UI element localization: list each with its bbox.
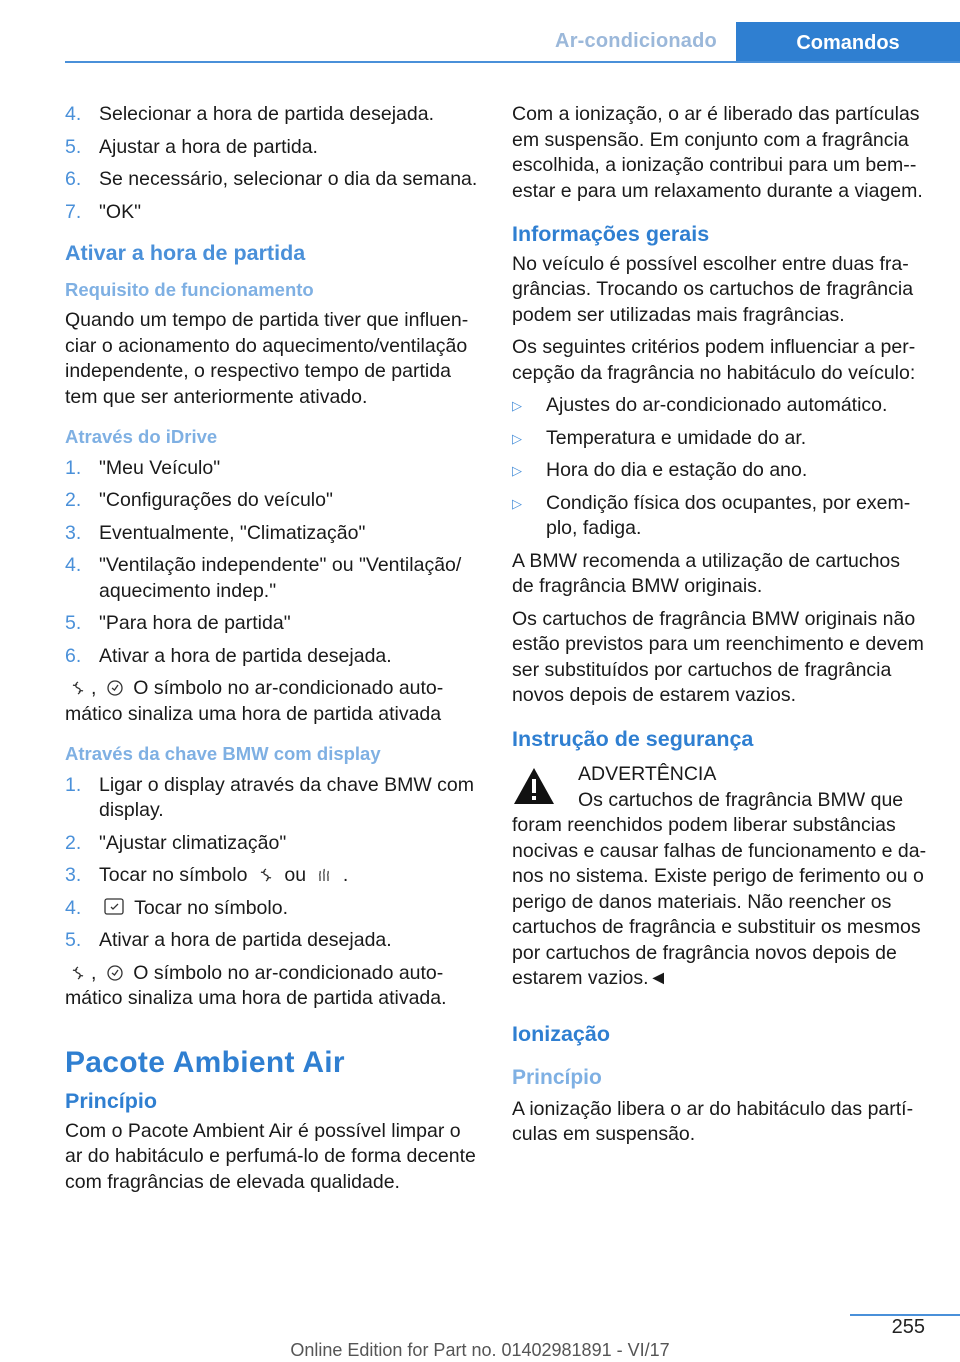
heating-icon bbox=[315, 866, 333, 884]
heading-principio-2: Princípio bbox=[512, 1066, 602, 1089]
list-item: ▷ Temperatura e umidade do ar. bbox=[512, 426, 927, 452]
paragraph-bmw-1: A BMW recomenda a utilização de cartuchos de fragrância BMW originais. bbox=[512, 549, 901, 597]
paragraph-bmw-2: Os cartuchos de fragrância BMW originais não estão previstos para um reenchimento e devem ser substituídos por cartuchos de fragrância novos depois de estarem vazios. bbox=[512, 607, 924, 706]
warning-triangle-icon bbox=[512, 766, 556, 806]
steps-top bbox=[65, 102, 480, 225]
paragraph-principio-2: A ionização libera o ar do habitáculo das partículas em suspensão. bbox=[512, 1097, 914, 1145]
list-item: 6. Ativar a hora de partida desejada. bbox=[65, 644, 392, 667]
symbol-note-2: , O símbolo no ar-condicionado automático sinaliza uma hora de partida ativada. bbox=[65, 961, 447, 1009]
heading-principio: Princípio bbox=[65, 1089, 157, 1113]
list-item: 3. Tocar no símbolo ou . bbox=[65, 864, 349, 886]
bullet-triangle-icon: ▷ bbox=[512, 430, 522, 446]
heading-ionizacao: Ionização bbox=[512, 1021, 610, 1046]
heading-seguranca: Instrução de segurança bbox=[512, 726, 754, 751]
clock-icon bbox=[106, 679, 124, 697]
list-item: 6. Se necessário, selecionar o dia da semana. bbox=[65, 168, 478, 190]
list-item: ▷ Hora do dia e estação do ano. bbox=[512, 458, 927, 484]
list-item: 5. Ativar a hora de partida desejada. bbox=[65, 929, 392, 951]
criteria-list bbox=[512, 393, 927, 542]
list-item: 1. "Meu Veículo" bbox=[65, 456, 221, 479]
ventilation-icon bbox=[69, 679, 87, 697]
heading-requisito: Requisito de funcionamento bbox=[65, 278, 314, 300]
paragraph-info-1: No veículo é possível escolher entre duas fragrâncias. Trocando os cartuchos de fragrância podem ser utilizadas mais fragrâncias. bbox=[512, 252, 914, 326]
heading-idrive: Através do iDrive bbox=[65, 426, 218, 447]
list-item: 2. "Configurações do veículo" bbox=[65, 489, 333, 511]
bullet-triangle-icon: ▷ bbox=[512, 398, 522, 413]
paragraph-principio: Com o Pacote Ambient Air é possível limpar o ar do habitáculo e perfumá-lo de forma decente com fragrâncias de elevada qualidade. bbox=[65, 1119, 476, 1193]
list-item: 7. "OK" bbox=[65, 200, 142, 223]
ventilation-icon bbox=[257, 866, 275, 884]
list-item: 5. Ajustar a hora de partida. bbox=[65, 135, 318, 158]
clock-icon bbox=[106, 964, 124, 982]
paragraph-ionizacao: Com a ionização, o ar é liberado das partículas em suspensão. Em conjunto com a fragrância escolhida, a ionização contribui para um bem-estar e para um relaxamento durante a viagem. bbox=[512, 103, 923, 202]
steps-idrive bbox=[65, 456, 480, 670]
list-item: 3. Eventualmente, "Climatização" bbox=[65, 521, 366, 544]
edition-note: Online Edition for Part no. 01402981891 - VI/17 bbox=[290, 1340, 670, 1360]
heading-chave: Através da chave BMW com display bbox=[65, 743, 381, 764]
paragraph-requisito: Quando um tempo de partida tiver que influenciar o acionamento do aquecimento/ventilação independente, o respectivo tempo de partida tem que ser anteriormente ativado. bbox=[65, 309, 469, 408]
warning-text: Os cartuchos de fragrância BMW que foram reenchidos podem liberar substâncias nocivas e causar falhas de funcionamento e danos no sistema. Existe perigo de ferimento ou o perigo de danos materiais. Não reencher os cartuchos de fragrância e substituir os mesmos por cartuchos de fragrância novos depois de estarem vazios.◄ bbox=[512, 788, 927, 989]
warning-title: ADVERTÊNCIA bbox=[578, 763, 717, 785]
right-column bbox=[512, 102, 927, 1155]
section-title: Ar-condicionado bbox=[555, 30, 717, 52]
paragraph-info-2: Os seguintes critérios podem influenciar a percepção da fragrância no habitáculo do veículo: bbox=[512, 336, 916, 384]
list-item: 4. "Ventilação independente" ou "Ventilação/ aquecimento indep." bbox=[65, 554, 462, 602]
chapter-tab: Comandos bbox=[736, 22, 960, 62]
list-item: 4. Tocar no símbolo. bbox=[65, 896, 288, 919]
list-item: ▷ Ajustes do ar-condicionado automático. bbox=[512, 393, 927, 419]
heading-pacote: Pacote Ambient Air bbox=[65, 1045, 345, 1079]
symbol-note-1: , O símbolo no ar-condicionado automático sinaliza uma hora de partida ativada bbox=[65, 677, 444, 725]
left-column bbox=[65, 102, 480, 1202]
heading-ativar: Ativar a hora de partida bbox=[65, 241, 306, 265]
heading-info: Informações gerais bbox=[512, 222, 710, 246]
bullet-triangle-icon: ▷ bbox=[512, 463, 522, 478]
page-header bbox=[0, 0, 960, 62]
ventilation-icon bbox=[69, 964, 87, 982]
list-item: 5. "Para hora de partida" bbox=[65, 612, 291, 634]
list-item: ▷ Condição física dos ocupantes, por exemplo, fadiga. bbox=[512, 491, 911, 539]
list-item: 2. "Ajustar climatização" bbox=[65, 831, 287, 854]
page-number: 255 bbox=[891, 1316, 925, 1338]
bullet-triangle-icon: ▷ bbox=[512, 495, 522, 511]
list-item: 1. Ligar o display através da chave BMW com display. bbox=[65, 773, 474, 821]
steps-chave bbox=[65, 773, 480, 954]
warning-block bbox=[512, 762, 927, 992]
timer-screen-icon bbox=[103, 897, 125, 917]
header-rule bbox=[65, 61, 960, 63]
list-item: 4. Selecionar a hora de partida desejada. bbox=[65, 103, 434, 125]
